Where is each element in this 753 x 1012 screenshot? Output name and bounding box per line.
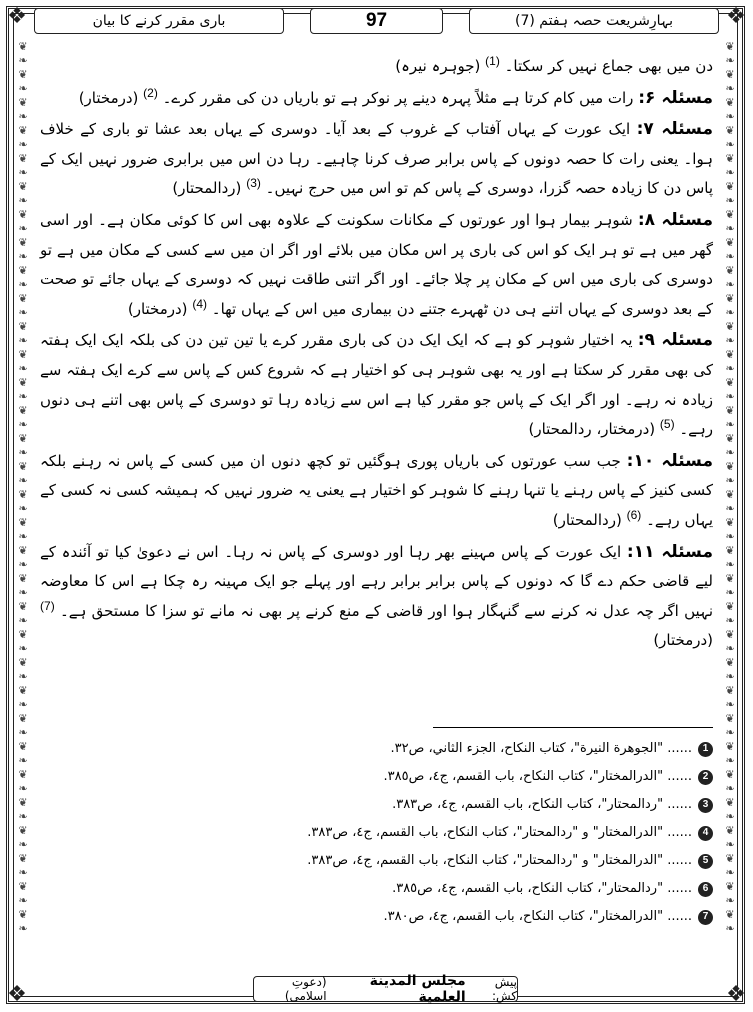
corner-ornament-icon: ❖: [726, 4, 746, 29]
source-citation: (درمختار، ردالمحتار): [528, 420, 656, 439]
main-text: [40, 52, 713, 658]
footnote-ref[interactable]: (4): [192, 296, 207, 311]
masala-label: مسئلہ ۱۰:: [626, 450, 713, 471]
footnote-separator: [433, 727, 713, 728]
masala-8: [40, 206, 713, 324]
border-vine-left-icon: ❦ ❧ ❦ ❧ ❦ ❧ ❦ ❧ ❦ ❧ ❦ ❧ ❦ ❧ ❦ ❧ ❦ ❧ ❦ ❧ ❦ ❧ ❦ ❧ ❦ ❧ ❦ ❧ ❦ ❧ ❦ ❧ ❦ ❧ ❦ ❧ ❦ ❧ ❦ ❧ ❦ ❧ ❦ ❧ ❦ ❧ ❦ ❧ ❦ ❧ ❦ ❧ ❦ ❧ ❦ ❧ ❦ ❧ ❦ ❧ ❦ ❧ ❦ ❧: [18, 40, 28, 935]
masala-label: مسئلہ ۸:: [637, 209, 713, 230]
source-citation: (ردالمحتار): [172, 179, 242, 198]
source-citation: (درمختار): [653, 631, 713, 650]
paragraph-text: دن میں بھی جماع نہیں کر سکتا۔: [504, 57, 713, 75]
corner-ornament-icon: ❖: [7, 982, 27, 1007]
paragraph-text: ایک عورت کے یہاں آفتاب کے غروب کے بعد آیا۔ دوسری کے یہاں بعد عشا تو باری کے خلاف ہوا۔ یعنی رات کا حصہ دونوں کے پاس برابر صرف کرنا چاہیے۔ رہا دن اس میں برابری ضرور نہیں ایک کے پاس دن کا زیادہ حصہ گزرا، دوسری کے پاس کم تو اس میں حرج نہیں۔: [40, 120, 713, 198]
footnote-item: [40, 903, 713, 931]
footnote-item: [40, 791, 713, 819]
publisher-footer: [253, 973, 518, 1005]
footnote-ref[interactable]: (3): [246, 176, 261, 191]
footnote-item: [40, 735, 713, 763]
masala-label: مسئلہ ۱۱:: [626, 541, 714, 562]
paragraph: [40, 52, 713, 82]
paragraph-text: جب سب عورتوں کی باریاں پوری ہوگئیں تو کچھ دنوں ان میں کسی کے پاس نہ رہنے بلکہ کسی کنیز کے پاس رہنے یا تنہا رہنے کا شوہر کو اختیار ہے یعنی یہ ضرور نہیں کہ ہمیشہ کسی نہ کسی کے یہاں رہے۔: [40, 451, 713, 529]
masala-6: [40, 84, 713, 114]
publisher-name: مجلس المدينة العلمية: [369, 973, 466, 1005]
footnote-text: ...... "الدرالمختار" و "ردالمحتار"، كتاب النكاح، باب القسم، ج٤، ص٣٨٣.: [307, 853, 692, 868]
source-citation: (ردالمحتار): [552, 510, 622, 529]
paragraph-text: ایک عورت کے پاس مہینے بھر رہا اور دوسری کے پاس نہ رہا۔ اس نے دعویٰ کیا تو آئندہ کے لیے قاضی حکم دے گا کہ دونوں کے پاس برابر برابر رہے اور پہلے جو ایک مہینہ رہ چکا ہے اس کا معاوضہ نہیں اگر چہ عدل نہ کرنے سے گنہگار ہوا اور قاضی کے منع کرنے پر بھی نہ مانے تو سزا کا مستحق ہے۔: [40, 542, 713, 620]
footnote-ref[interactable]: (5): [659, 417, 675, 432]
header-chapter-title: باری مقرر کرنے کا بیان: [34, 8, 284, 34]
footnote-text: ...... "الدرالمختار" و "ردالمحتار"، كتاب النكاح، باب القسم، ج٤، ص٣٨٣.: [307, 825, 692, 840]
masala-label: مسئلہ ۷:: [636, 119, 713, 140]
masala-9: [40, 326, 713, 444]
footnote-number: 5: [698, 854, 713, 869]
footnote-ref[interactable]: (6): [626, 507, 642, 522]
page-number: 97: [310, 8, 443, 34]
footnote-number: 1: [698, 742, 713, 757]
footnote-number: 4: [698, 826, 713, 841]
footnote-number: 3: [698, 798, 713, 813]
footnote-text: ...... "الجوهرة النيرة"، كتاب النكاح، الجزء الثاني، ص٣٢.: [390, 741, 692, 756]
masala-11: [40, 538, 713, 656]
footnote-text: ...... "ردالمحتار"، كتاب النكاح، باب القسم، ج٤، ص٣٨٣.: [392, 797, 692, 812]
publisher-subtitle: (دعوتِ اسلامی): [284, 975, 327, 1003]
footnote-ref[interactable]: (2): [143, 85, 158, 100]
footnote-ref[interactable]: (1): [485, 54, 500, 68]
footnote-number: 7: [698, 910, 713, 925]
masala-label: مسئلہ ۶:: [638, 87, 713, 108]
presented-by-label: پیش کش:: [491, 975, 517, 1003]
masala-label: مسئلہ ۹:: [637, 330, 713, 351]
footnotes-list: [40, 735, 713, 931]
source-citation: (جوہرہ نیرہ): [395, 57, 481, 75]
footnote-number: 6: [698, 882, 713, 897]
source-citation: (درمختار): [127, 299, 188, 318]
footnote-item: [40, 875, 713, 903]
source-citation: (درمختار): [78, 88, 139, 107]
masala-7: [40, 115, 713, 204]
paragraph-text: یہ اختیار شوہر کو ہے کہ ایک ایک دن کی باری مقرر کرے یا تین تین دن کی بلکہ ایک ایک ہفتہ کی بھی مقرر کر سکتا ہے اور یہ بھی شوہر ہی کو اختیار ہے کہ شروع کس کے پاس سے کرے ایک ہفتہ سے زیادہ نہ رہے۔ اور اگر ایک کے پاس جو مقرر کیا ہے اس سے زیادہ رہا تو دوسری کے پاس بھی اتنے ہی دنوں رہے۔: [40, 331, 713, 439]
footnote-text: ...... "الدرالمختار"، كتاب النكاح، باب القسم، ج٤، ص٣٨٠.: [383, 909, 692, 924]
footnote-item: [40, 763, 713, 791]
footnote-text: ...... "الدرالمختار"، كتاب النكاح، باب القسم، ج٤، ص٣٨٥.: [383, 769, 692, 784]
header-book-title: بہارِشریعت حصہ ہفتم (7): [469, 8, 719, 34]
paragraph-text: رات میں کام کرتا ہے مثلاً پہرہ دینے پر نوکر ہے تو باریاں دن کی مقرر کرے۔: [162, 88, 634, 107]
border-vine-right-icon: ❦ ❧ ❦ ❧ ❦ ❧ ❦ ❧ ❦ ❧ ❦ ❧ ❦ ❧ ❦ ❧ ❦ ❧ ❦ ❧ ❦ ❧ ❦ ❧ ❦ ❧ ❦ ❧ ❦ ❧ ❦ ❧ ❦ ❧ ❦ ❧ ❦ ❧ ❦ ❧ ❦ ❧ ❦ ❧ ❦ ❧ ❦ ❧ ❦ ❧ ❦ ❧ ❦ ❧ ❦ ❧ ❦ ❧ ❦ ❧ ❦ ❧ ❦ ❧: [725, 40, 735, 935]
footnote-text: ...... "ردالمحتار"، كتاب النكاح، باب القسم، ج٤، ص٣٨٥.: [392, 881, 692, 896]
masala-10: [40, 447, 713, 536]
paragraph-text: شوہر بیمار ہوا اور عورتوں کے مکانات سکونت کے علاوہ بھی اس کا کوئی مکان ہے۔ اور اسی گھر میں ہے تو ہر ایک کو اس کی باری پر اس مکان میں بلائے اور اگر ان میں سے کسی کے مکان میں ہے تو دوسری کی باری میں اس کے مکان پر چلا جائے۔ اور اگر اتنی طاقت نہیں کہ دوسری کے یہاں جائے تو صحت کے بعد دوسری کے یہاں اتنے ہی دن ٹھہرے جتنے دن بیماری میں اس کے یہاں تھا۔: [40, 210, 713, 318]
footnote-item: [40, 847, 713, 875]
footnote-ref[interactable]: (7): [40, 598, 55, 613]
footnote-item: [40, 819, 713, 847]
corner-ornament-icon: ❖: [726, 982, 746, 1007]
footnote-number: 2: [698, 770, 713, 785]
corner-ornament-icon: ❖: [7, 4, 27, 29]
